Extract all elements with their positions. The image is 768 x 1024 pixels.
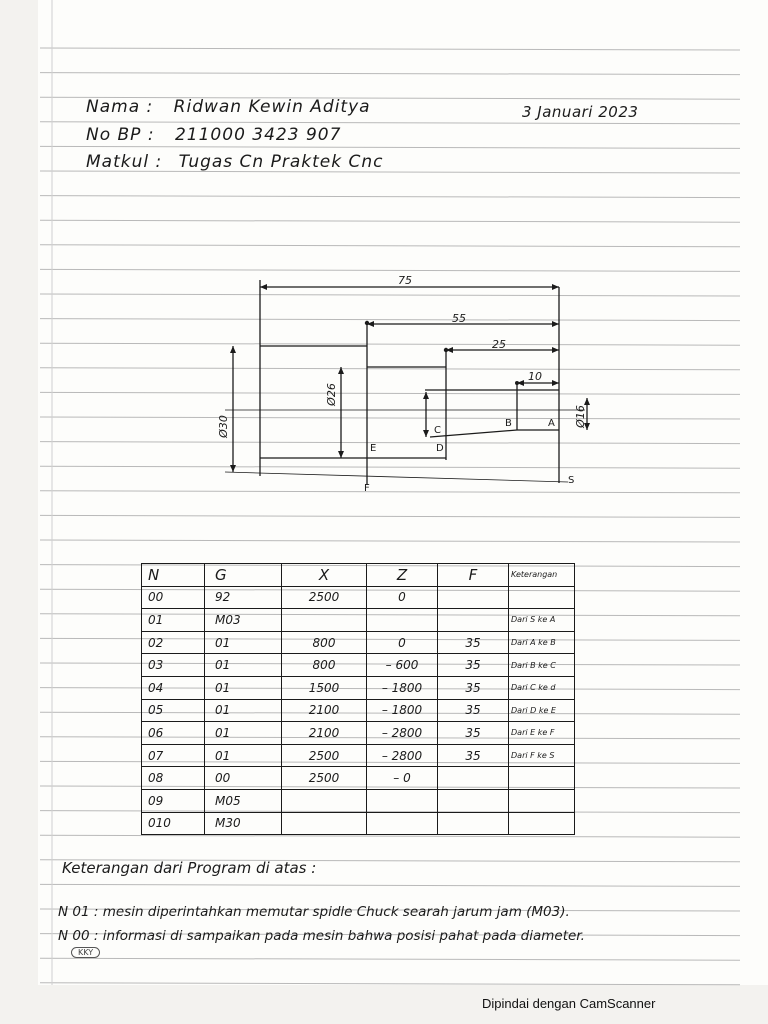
cell-x: 2500 (282, 744, 367, 767)
cell-f (438, 812, 509, 835)
cell-f (438, 767, 509, 790)
cell-keterangan: Dari F ke S (509, 744, 575, 767)
cell-z: 0 (367, 586, 438, 609)
cell-z: – 1800 (367, 699, 438, 722)
cell-keterangan (509, 812, 575, 835)
cell-keterangan (509, 767, 575, 790)
cell-x: 1500 (282, 676, 367, 699)
table-row (142, 789, 575, 812)
table-row (142, 699, 575, 722)
table-row (142, 609, 575, 632)
cell-g: M05 (205, 789, 282, 812)
dim-25-label: 25 (492, 338, 506, 351)
cell-keterangan: Dari C ke d (509, 676, 575, 699)
cell-x (282, 812, 367, 835)
table-header-row (142, 564, 575, 587)
cell-n: 09 (142, 789, 205, 812)
notes-line-1: N 01 : mesin diperintahkan memutar spidle Chuck searah jarum jam (M03). (58, 904, 570, 920)
cell-g: M30 (205, 812, 282, 835)
cell-z: – 2800 (367, 722, 438, 745)
point-a-label: A (548, 418, 555, 429)
cell-z: 0 (367, 631, 438, 654)
cell-x (282, 789, 367, 812)
cell-g: 00 (205, 767, 282, 790)
cell-f: 35 (438, 676, 509, 699)
table-row (142, 722, 575, 745)
cell-f: 35 (438, 722, 509, 745)
cell-g: 01 (205, 744, 282, 767)
name-value: Ridwan Kewin Aditya (173, 97, 371, 117)
table-row (142, 744, 575, 767)
cell-n: 05 (142, 699, 205, 722)
table-row (142, 654, 575, 677)
cell-keterangan (509, 789, 575, 812)
dim-dia16-label: Ø16 (573, 405, 587, 428)
cell-n: 07 (142, 744, 205, 767)
table-row (142, 676, 575, 699)
cell-x: 2100 (282, 722, 367, 745)
cell-x: 2500 (282, 767, 367, 790)
cell-n: 010 (142, 812, 205, 835)
point-d-label: D (436, 443, 444, 454)
cell-n: 03 (142, 654, 205, 677)
table-row (142, 586, 575, 609)
cell-x: 2100 (282, 699, 367, 722)
point-b-label: B (505, 418, 512, 429)
cell-g: 01 (205, 722, 282, 745)
cell-keterangan: Dari B ke C (509, 654, 575, 677)
notes-heading: Keterangan dari Program di atas : (62, 859, 317, 877)
cell-g: M03 (205, 609, 282, 632)
col-header-n: N (142, 564, 205, 587)
point-f-label: F (364, 483, 370, 494)
col-header-g: G (205, 564, 282, 587)
col-header-f: F (438, 564, 509, 587)
cell-z: – 1800 (367, 676, 438, 699)
dim-75-label: 75 (398, 274, 412, 287)
cell-keterangan: Dari A ke B (509, 631, 575, 654)
date: 3 Januari 2023 (522, 103, 639, 121)
cell-f: 35 (438, 744, 509, 767)
cell-g: 01 (205, 676, 282, 699)
col-header-z: Z (367, 564, 438, 587)
cell-x: 800 (282, 631, 367, 654)
dim-dia30-label: Ø30 (216, 415, 230, 438)
nobp-label: No BP : (86, 125, 155, 145)
cell-n: 04 (142, 676, 205, 699)
cell-z: – 2800 (367, 744, 438, 767)
point-s-label: S (568, 475, 575, 486)
cell-z (367, 789, 438, 812)
cell-g: 01 (205, 699, 282, 722)
dim-55-label: 55 (452, 312, 466, 325)
cell-z (367, 812, 438, 835)
point-e-label: E (370, 443, 377, 454)
cell-z: – 0 (367, 767, 438, 790)
notes-line-2: N 00 : informasi di sampaikan pada mesin bahwa posisi pahat pada diameter. (58, 928, 585, 944)
cell-f (438, 789, 509, 812)
table-row (142, 631, 575, 654)
table-row (142, 812, 575, 835)
cell-z: – 600 (367, 654, 438, 677)
point-c-label: C (434, 425, 441, 436)
cell-f: 35 (438, 654, 509, 677)
cell-keterangan: Dari S ke A (509, 609, 575, 632)
cell-g: 92 (205, 586, 282, 609)
col-header-x: X (282, 564, 367, 587)
cell-x: 800 (282, 654, 367, 677)
cell-f: 35 (438, 699, 509, 722)
camscanner-footer: Dipindai dengan CamScanner (482, 996, 656, 1011)
cell-n: 06 (142, 722, 205, 745)
cell-g: 01 (205, 631, 282, 654)
cell-keterangan: Dari E ke F (509, 722, 575, 745)
nobp-value: 211000 3423 907 (174, 125, 342, 145)
col-header-keterangan: Keterangan (509, 564, 575, 587)
dim-10-label: 10 (528, 370, 542, 383)
name-label: Nama : (86, 97, 154, 117)
cell-z (367, 609, 438, 632)
cell-f: 35 (438, 631, 509, 654)
cell-n: 01 (142, 609, 205, 632)
cell-x: 2500 (282, 586, 367, 609)
cell-f (438, 609, 509, 632)
cell-n: 02 (142, 631, 205, 654)
matkul-label: Matkul : (86, 152, 163, 172)
cell-g: 01 (205, 654, 282, 677)
cell-keterangan: Dari D ke E (509, 699, 575, 722)
dim-dia26-label: Ø26 (324, 383, 338, 406)
matkul-value: Tugas Cn Praktek Cnc (178, 152, 384, 172)
cell-x (282, 609, 367, 632)
cnc-program-table (141, 563, 575, 835)
cell-f (438, 586, 509, 609)
cell-n: 08 (142, 767, 205, 790)
cell-n: 00 (142, 586, 205, 609)
cell-keterangan (509, 586, 575, 609)
table-row (142, 767, 575, 790)
kky-stamp: KKY (71, 947, 100, 958)
